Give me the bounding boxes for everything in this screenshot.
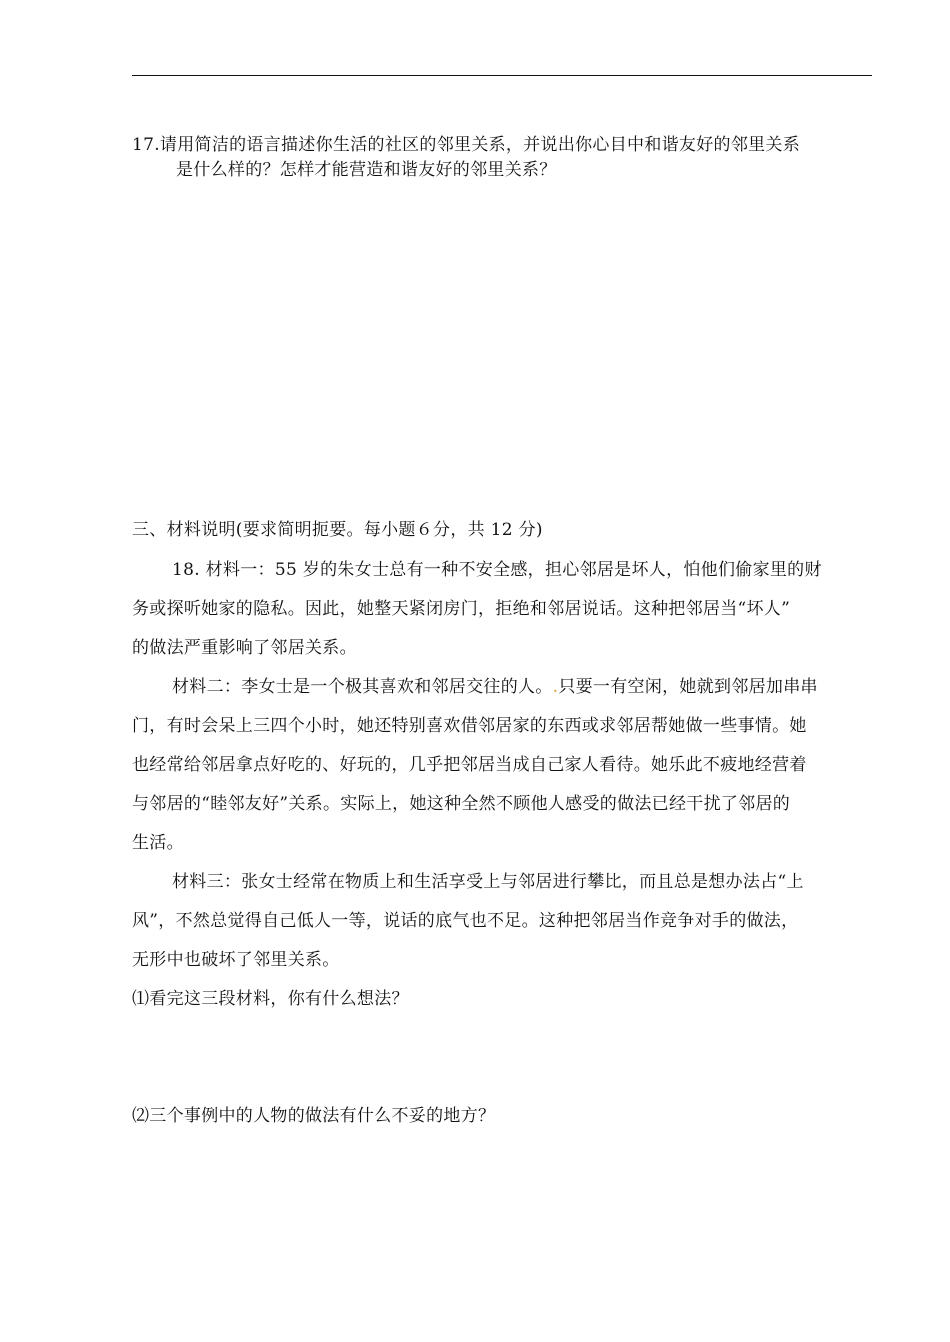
sub-question-1: ⑴看完这三段材料，你有什么想法？ — [132, 989, 409, 1009]
material-1-line-2: 务或探听她家的隐私。因此，她整天紧闭房门，拒绝和邻居说话。这种把邻居当“坏人” — [132, 599, 791, 619]
question-17-line-2: 是什么样的？怎样才能营造和谐友好的邻里关系？ — [176, 160, 557, 180]
material-2-line-1-part-a: 材料二：李女士是一个极其喜欢和邻居交往的人。 — [172, 677, 553, 697]
section-3-heading: 三、材料说明(要求简明扼要。每小题６分，共 12 分) — [132, 520, 543, 540]
material-2-line-2: 门，有时会呆上三四个小时，她还特别喜欢借邻居家的东西或求邻居帮她做一些事情。她 — [132, 716, 807, 736]
material-2-line-4: 与邻居的“睦邻友好”关系。实际上，她这种全然不顾他人感受的做法已经干扰了邻居的 — [132, 794, 791, 814]
material-2-line-1-part-b: 只要一有空闲，她就到邻居加串串 — [558, 677, 818, 697]
material-3-line-3: 无形中也破坏了邻里关系。 — [132, 950, 340, 970]
material-1-line-3: 的做法严重影响了邻居关系。 — [132, 638, 357, 658]
question-17-line-1: 17.请用简洁的语言描述你生活的社区的邻里关系，并说出你心目中和谐友好的邻里关系 — [132, 135, 801, 155]
sub-question-2: ⑵三个事例中的人物的做法有什么不妥的地方？ — [132, 1106, 496, 1126]
material-3-line-2: 风”，不然总觉得自己低人一等，说话的底气也不足。这种把邻居当作竞争对手的做法， — [132, 911, 799, 931]
material-2-line-3: 也经常给邻居拿点好吃的、好玩的，几乎把邻居当成自己家人看待。她乐此不疲地经营着 — [132, 755, 807, 775]
material-1-line-1: 18. 材料一：55 岁的朱女士总有一种不安全感，担心邻居是坏人，怕他们偷家里的财 — [172, 560, 822, 580]
stray-dot-mark: . — [552, 677, 559, 697]
material-2-line-1 — [172, 674, 912, 700]
material-3-line-1: 材料三：张女士经常在物质上和生活享受上与邻居进行攀比，而且总是想办法占“上 — [172, 872, 804, 892]
header-rule — [132, 75, 872, 76]
material-2-line-5: 生活。 — [132, 833, 184, 853]
